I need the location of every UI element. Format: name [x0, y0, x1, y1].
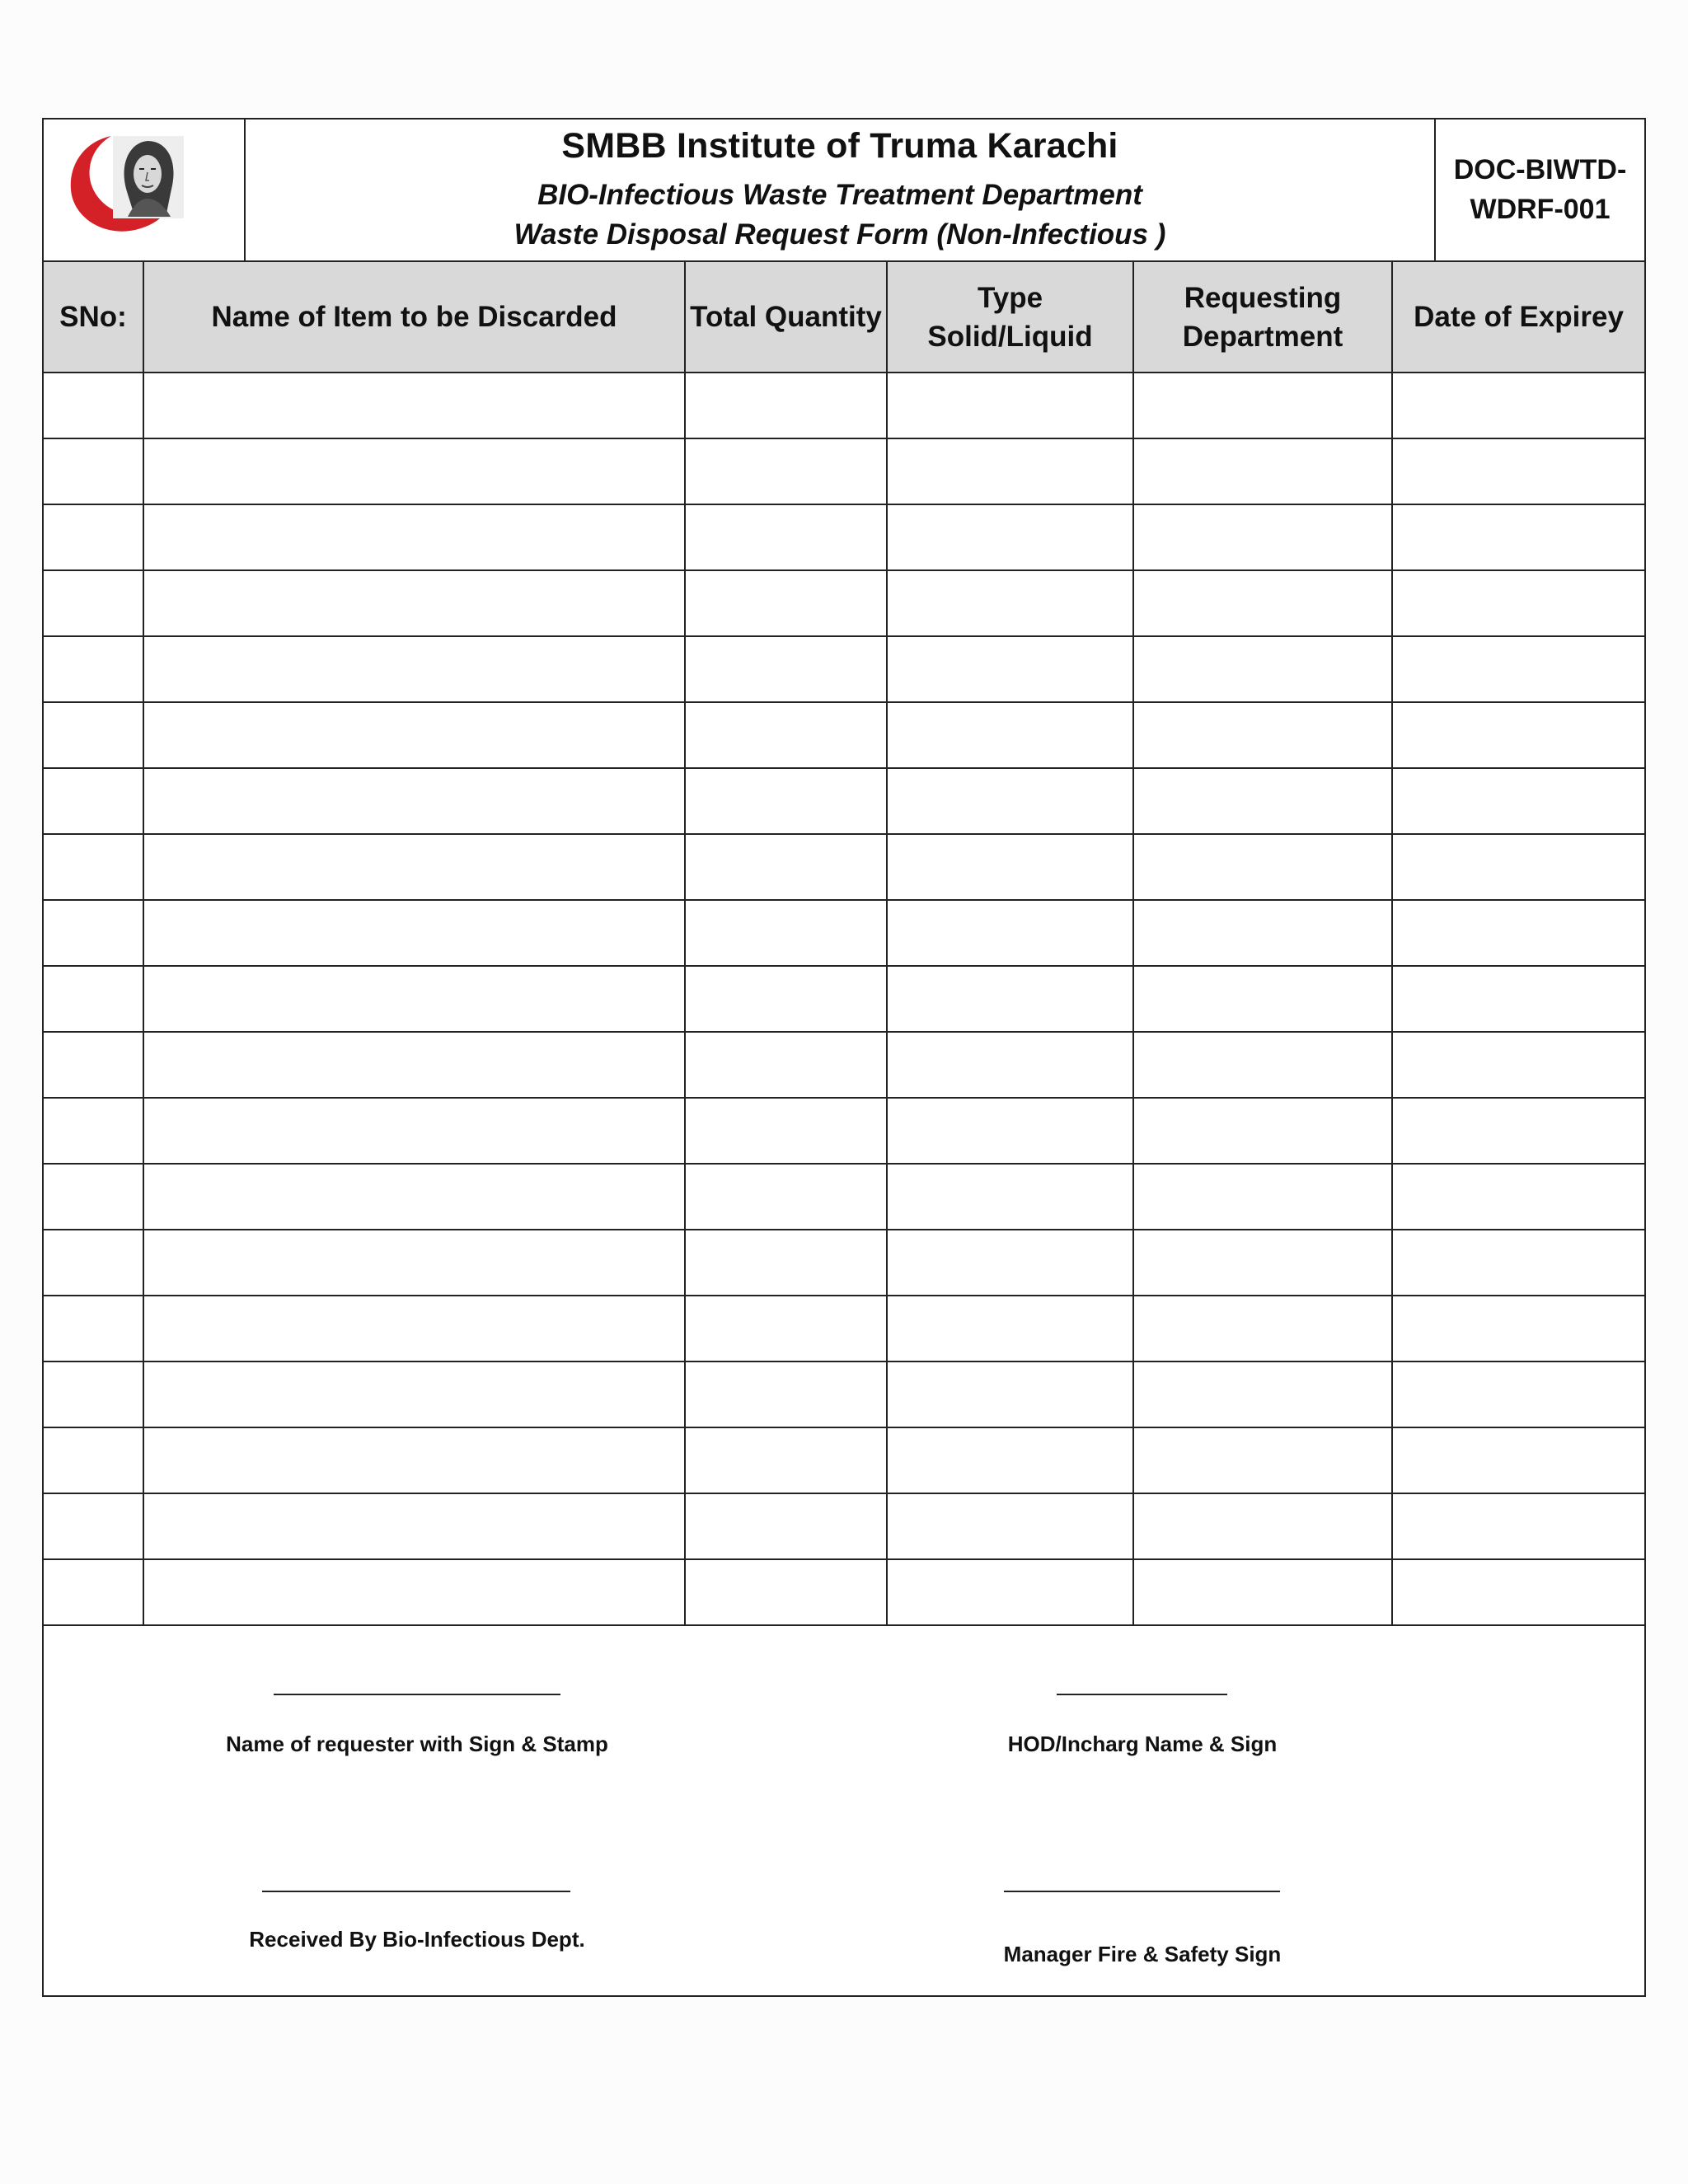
- total-quantity-cell[interactable]: [685, 636, 887, 702]
- total-quantity-cell[interactable]: [685, 570, 887, 636]
- total-quantity-cell[interactable]: [685, 1296, 887, 1361]
- document-code-line-2: WDRF-001: [1470, 194, 1611, 225]
- column-header-type: [887, 262, 1133, 373]
- item-name-cell[interactable]: [143, 504, 685, 570]
- requesting-department-cell[interactable]: [1133, 1230, 1392, 1296]
- sno-cell[interactable]: [44, 1361, 143, 1427]
- table-row: [44, 1361, 1644, 1427]
- table-row: [44, 966, 1644, 1032]
- total-quantity-cell[interactable]: [685, 702, 887, 768]
- date-of-expiry-cell[interactable]: [1392, 1361, 1644, 1427]
- table-row: [44, 1098, 1644, 1164]
- sno-cell[interactable]: [44, 504, 143, 570]
- requester-signature-line[interactable]: [274, 1694, 560, 1695]
- title-cell: [246, 120, 1436, 260]
- requesting-department-cell[interactable]: [1133, 966, 1392, 1032]
- table-body: [44, 373, 1644, 1625]
- total-quantity-cell[interactable]: [685, 834, 887, 900]
- table-row: [44, 636, 1644, 702]
- type-cell[interactable]: [887, 373, 1133, 438]
- date-of-expiry-cell[interactable]: [1392, 702, 1644, 768]
- type-cell[interactable]: [887, 1230, 1133, 1296]
- table-row: [44, 504, 1644, 570]
- total-quantity-cell[interactable]: [685, 1493, 887, 1559]
- column-header-total-quantity: [685, 262, 887, 373]
- type-cell[interactable]: [887, 1032, 1133, 1098]
- sno-cell[interactable]: [44, 966, 143, 1032]
- requesting-department-cell[interactable]: [1133, 1032, 1392, 1098]
- document-code-cell: [1436, 120, 1644, 260]
- item-name-cell[interactable]: [143, 1032, 685, 1098]
- date-of-expiry-cell[interactable]: [1392, 1493, 1644, 1559]
- type-cell[interactable]: [887, 900, 1133, 966]
- requesting-department-cell[interactable]: [1133, 1361, 1392, 1427]
- sno-cell[interactable]: [44, 1230, 143, 1296]
- total-quantity-cell[interactable]: [685, 900, 887, 966]
- total-quantity-cell[interactable]: [685, 1559, 887, 1625]
- column-header-label: Type: [977, 281, 1043, 314]
- date-of-expiry-cell[interactable]: [1392, 1230, 1644, 1296]
- table-row: [44, 1164, 1644, 1230]
- total-quantity-cell[interactable]: [685, 1164, 887, 1230]
- requesting-department-cell[interactable]: [1133, 1098, 1392, 1164]
- requesting-department-cell[interactable]: [1133, 834, 1392, 900]
- column-header-date-of-expiry: [1392, 262, 1644, 373]
- item-name-cell[interactable]: [143, 900, 685, 966]
- sno-cell[interactable]: [44, 834, 143, 900]
- column-header-label: Requesting: [1184, 281, 1342, 314]
- date-of-expiry-cell[interactable]: [1392, 1032, 1644, 1098]
- date-of-expiry-cell[interactable]: [1392, 768, 1644, 834]
- sno-cell[interactable]: [44, 1164, 143, 1230]
- type-cell[interactable]: [887, 702, 1133, 768]
- table-header-row: [44, 262, 1644, 373]
- total-quantity-cell[interactable]: [685, 768, 887, 834]
- date-of-expiry-cell[interactable]: [1392, 636, 1644, 702]
- column-header-label-line-2: Solid/Liquid: [927, 320, 1093, 353]
- total-quantity-cell[interactable]: [685, 1230, 887, 1296]
- requesting-department-cell[interactable]: [1133, 1164, 1392, 1230]
- column-header-item-name: [143, 262, 685, 373]
- type-cell[interactable]: [887, 438, 1133, 504]
- requester-signature-label: Name of requester with Sign & Stamp: [226, 1732, 608, 1756]
- item-name-cell[interactable]: [143, 834, 685, 900]
- sno-cell[interactable]: [44, 1296, 143, 1361]
- type-cell[interactable]: [887, 1361, 1133, 1427]
- table-row: [44, 1230, 1644, 1296]
- sno-cell[interactable]: [44, 373, 143, 438]
- requesting-department-cell[interactable]: [1133, 900, 1392, 966]
- received-by-signature-line[interactable]: [262, 1891, 570, 1892]
- sno-cell[interactable]: [44, 702, 143, 768]
- item-name-cell[interactable]: [143, 1230, 685, 1296]
- date-of-expiry-cell[interactable]: [1392, 966, 1644, 1032]
- column-header-label: Name of Item to be Discarded: [211, 301, 617, 333]
- item-name-cell[interactable]: [143, 1493, 685, 1559]
- total-quantity-cell[interactable]: [685, 1032, 887, 1098]
- table-row: [44, 1559, 1644, 1625]
- table-row: [44, 570, 1644, 636]
- sno-cell[interactable]: [44, 1032, 143, 1098]
- table-row: [44, 768, 1644, 834]
- type-cell[interactable]: [887, 966, 1133, 1032]
- requesting-department-cell[interactable]: [1133, 504, 1392, 570]
- document-code-line-1: DOC-BIWTD-: [1453, 154, 1627, 185]
- column-header-label: Total Quantity: [690, 301, 882, 333]
- requesting-department-cell[interactable]: [1133, 1559, 1392, 1625]
- item-name-cell[interactable]: [143, 1164, 685, 1230]
- form-name: Waste Disposal Request Form (Non-Infectious ): [513, 218, 1166, 251]
- date-of-expiry-cell[interactable]: [1392, 1559, 1644, 1625]
- requesting-department-cell[interactable]: [1133, 1427, 1392, 1493]
- date-of-expiry-cell[interactable]: [1392, 504, 1644, 570]
- manager-signature-line[interactable]: [1004, 1891, 1280, 1892]
- item-name-cell[interactable]: [143, 1559, 685, 1625]
- form-header: [44, 120, 1644, 262]
- requesting-department-cell[interactable]: [1133, 1493, 1392, 1559]
- total-quantity-cell[interactable]: [685, 1427, 887, 1493]
- column-header-label: SNo:: [59, 301, 127, 333]
- item-name-cell[interactable]: [143, 1361, 685, 1427]
- date-of-expiry-cell[interactable]: [1392, 1098, 1644, 1164]
- type-cell[interactable]: [887, 1164, 1133, 1230]
- type-cell[interactable]: [887, 1559, 1133, 1625]
- table-row: [44, 1427, 1644, 1493]
- column-header-label: Date of Expirey: [1414, 301, 1624, 333]
- requesting-department-cell[interactable]: [1133, 1296, 1392, 1361]
- table-row: [44, 1296, 1644, 1361]
- column-header-label-line-2: Department: [1182, 320, 1343, 353]
- requesting-department-cell[interactable]: [1133, 702, 1392, 768]
- item-name-cell[interactable]: [143, 1427, 685, 1493]
- column-header-requesting-department: [1133, 262, 1392, 373]
- sno-cell[interactable]: [44, 1098, 143, 1164]
- item-name-cell[interactable]: [143, 373, 685, 438]
- date-of-expiry-cell[interactable]: [1392, 373, 1644, 438]
- total-quantity-cell[interactable]: [685, 504, 887, 570]
- table-row: [44, 834, 1644, 900]
- department-subtitle: BIO-Infectious Waste Treatment Department: [537, 179, 1142, 211]
- item-name-cell[interactable]: [143, 438, 685, 504]
- type-cell[interactable]: [887, 636, 1133, 702]
- type-cell[interactable]: [887, 1296, 1133, 1361]
- date-of-expiry-cell[interactable]: [1392, 834, 1644, 900]
- date-of-expiry-cell[interactable]: [1392, 570, 1644, 636]
- requesting-department-cell[interactable]: [1133, 636, 1392, 702]
- table-row: [44, 1032, 1644, 1098]
- table-row: [44, 438, 1644, 504]
- sno-cell[interactable]: [44, 900, 143, 966]
- hod-signature-line[interactable]: [1057, 1694, 1227, 1695]
- waste-disposal-form: [42, 118, 1646, 1997]
- table-row: [44, 702, 1644, 768]
- item-name-cell[interactable]: [143, 570, 685, 636]
- date-of-expiry-cell[interactable]: [1392, 900, 1644, 966]
- sno-cell[interactable]: [44, 768, 143, 834]
- sno-cell[interactable]: [44, 570, 143, 636]
- table-row: [44, 900, 1644, 966]
- type-cell[interactable]: [887, 1427, 1133, 1493]
- type-cell[interactable]: [887, 768, 1133, 834]
- total-quantity-cell[interactable]: [685, 966, 887, 1032]
- type-cell[interactable]: [887, 570, 1133, 636]
- total-quantity-cell[interactable]: [685, 438, 887, 504]
- item-name-cell[interactable]: [143, 1296, 685, 1361]
- requesting-department-cell[interactable]: [1133, 570, 1392, 636]
- total-quantity-cell[interactable]: [685, 373, 887, 438]
- requesting-department-cell[interactable]: [1133, 438, 1392, 504]
- institute-title: SMBB Institute of Truma Karachi: [561, 126, 1118, 166]
- table-row: [44, 1493, 1644, 1559]
- sno-cell[interactable]: [44, 438, 143, 504]
- type-cell[interactable]: [887, 1493, 1133, 1559]
- items-table: [44, 262, 1644, 1626]
- column-header-sno: [44, 262, 143, 373]
- table-row: [44, 373, 1644, 438]
- date-of-expiry-cell[interactable]: [1392, 1164, 1644, 1230]
- sno-cell[interactable]: [44, 1427, 143, 1493]
- item-name-cell[interactable]: [143, 966, 685, 1032]
- sno-cell[interactable]: [44, 1493, 143, 1559]
- type-cell[interactable]: [887, 834, 1133, 900]
- requesting-department-cell[interactable]: [1133, 768, 1392, 834]
- date-of-expiry-cell[interactable]: [1392, 1296, 1644, 1361]
- total-quantity-cell[interactable]: [685, 1098, 887, 1164]
- hod-signature-label: HOD/Incharg Name & Sign: [1007, 1732, 1278, 1756]
- received-by-signature-label: Received By Bio-Infectious Dept.: [249, 1927, 585, 1952]
- item-name-cell[interactable]: [143, 1098, 685, 1164]
- item-name-cell[interactable]: [143, 636, 685, 702]
- date-of-expiry-cell[interactable]: [1392, 1427, 1644, 1493]
- sno-cell[interactable]: [44, 636, 143, 702]
- logo-cell: [44, 120, 246, 260]
- item-name-cell[interactable]: [143, 768, 685, 834]
- type-cell[interactable]: [887, 504, 1133, 570]
- item-name-cell[interactable]: [143, 702, 685, 768]
- manager-signature-label: Manager Fire & Safety Sign: [1003, 1942, 1282, 1966]
- total-quantity-cell[interactable]: [685, 1361, 887, 1427]
- date-of-expiry-cell[interactable]: [1392, 438, 1644, 504]
- sno-cell[interactable]: [44, 1559, 143, 1625]
- type-cell[interactable]: [887, 1098, 1133, 1164]
- requesting-department-cell[interactable]: [1133, 373, 1392, 438]
- crescent-portrait-logo-icon: [62, 131, 185, 237]
